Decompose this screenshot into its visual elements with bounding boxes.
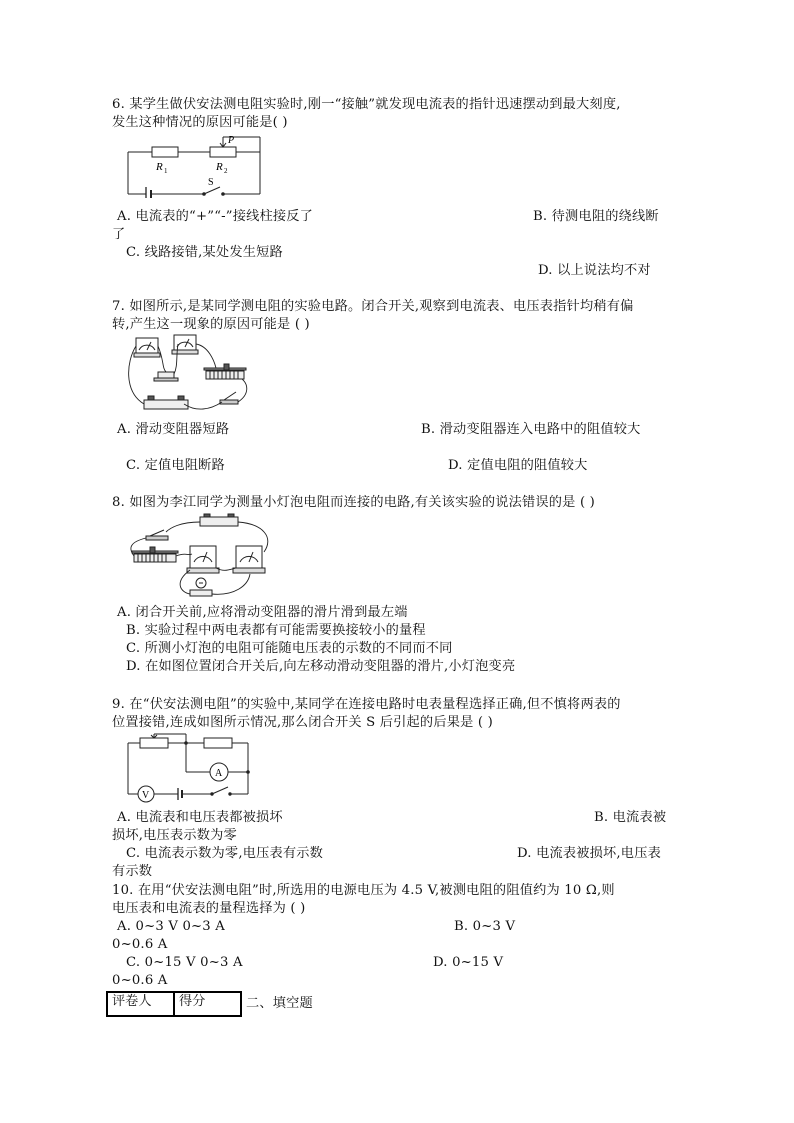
p-label: P — [228, 135, 235, 146]
r2-subscript: 2 — [224, 167, 228, 175]
q9-option-b: B. 电流表被 — [594, 810, 667, 825]
q6-circuit-diagram — [124, 134, 264, 198]
ammeter-symbol-label: A — [215, 768, 223, 779]
q8-stem-line1: 8. 如图为李江同学为测量小灯泡电阻而连接的电路,有关该实验的说法错误的是 ( ) — [112, 495, 596, 510]
q6-stem-line2: 发生这种情况的原因可能是( ) — [112, 115, 288, 130]
q7-stem-line1: 7. 如图所示,是某同学测电阻的实验电路。闭合开关,观察到电流表、电压表指针均稍有偏 — [112, 299, 634, 314]
q7-option-b: B. 滑动变阻器连入电路中的阻值较大 — [421, 422, 641, 437]
q7-option-d: D. 定值电阻的阻值较大 — [448, 458, 588, 473]
q10-option-b: B. 0~3 V — [454, 919, 516, 934]
q10-option-d: D. 0~15 V — [433, 955, 504, 970]
q8-option-a: A. 闭合开关前,应将滑动变阻器的滑片滑到最左端 — [117, 605, 408, 620]
q8-option-b: B. 实验过程中两电表都有可能需要换接较小的量程 — [126, 623, 426, 638]
r1-label: R — [156, 161, 163, 173]
q9-option-a: A. 电流表和电压表都被损坏 — [117, 810, 283, 825]
score-cell: 得分 — [174, 992, 241, 1016]
q10-option-b-cont: 0~0.6 A — [112, 937, 168, 952]
grader-score-table — [106, 991, 242, 1017]
q8-option-c: C. 所测小灯泡的电阻可能随电压表的示数的不同而不同 — [126, 641, 453, 656]
q7-physical-circuit-figure — [124, 332, 252, 416]
q10-option-c: C. 0~15 V 0~3 A — [126, 955, 243, 970]
q6-option-b: B. 待测电阻的绕线断 — [533, 209, 659, 224]
q9-option-d-cont: 有示数 — [112, 864, 153, 879]
voltmeter-symbol-label: V — [142, 790, 150, 801]
q6-option-a: A. 电流表的“+”“-”接线柱接反了 — [117, 209, 314, 224]
q10-option-d-cont: 0~0.6 A — [112, 973, 168, 988]
q8-option-d: D. 在如图位置闭合开关后,向左移动滑动变阻器的滑片,小灯泡变亮 — [126, 659, 516, 674]
q6-stem-line1: 6. 某学生做伏安法测电阻实验时,刚一“接触”就发现电流表的指针迅速摆动到最大刻度, — [112, 97, 621, 112]
q9-option-c: C. 电流表示数为零,电压表有示数 — [126, 846, 324, 861]
q8-physical-circuit-figure — [124, 512, 276, 602]
q9-circuit-diagram — [124, 732, 254, 804]
q7-stem-line2: 转,产生这一现象的原因可能是 ( ) — [112, 317, 310, 332]
q7-option-c: C. 定值电阻断路 — [126, 458, 225, 473]
q9-option-b-cont: 损坏,电压表示数为零 — [112, 828, 237, 843]
q7-option-a: A. 滑动变阻器短路 — [117, 422, 230, 437]
q10-stem-line2: 电压表和电流表的量程选择为 ( ) — [112, 901, 306, 916]
q6-option-d: D. 以上说法均不对 — [538, 263, 651, 278]
q10-stem-line1: 10. 在用“伏安法测电阻”时,所选用的电源电压为 4.5 V,被测电阻的阻值约为 10 Ω,则 — [112, 883, 615, 898]
q6-option-c: C. 线路接错,某处发生短路 — [126, 245, 283, 260]
r2-label: R — [216, 161, 223, 173]
q6-option-b-cont: 了 — [112, 227, 126, 242]
section-title: 二、填空题 — [246, 996, 313, 1011]
grader-cell: 评卷人 — [107, 992, 174, 1016]
q10-option-a: A. 0~3 V 0~3 A — [117, 919, 225, 934]
q9-stem-line2: 位置接错,连成如图所示情况,那么闭合开关 S 后引起的后果是 ( ) — [112, 715, 493, 730]
r1-subscript: 1 — [164, 167, 168, 175]
s-label: S — [208, 177, 214, 188]
q9-option-d: D. 电流表被损坏,电压表 — [517, 846, 661, 861]
q9-stem-line1: 9. 在“伏安法测电阻”的实验中,某同学在连接电路时电表量程选择正确,但不慎将两表的 — [112, 697, 621, 712]
